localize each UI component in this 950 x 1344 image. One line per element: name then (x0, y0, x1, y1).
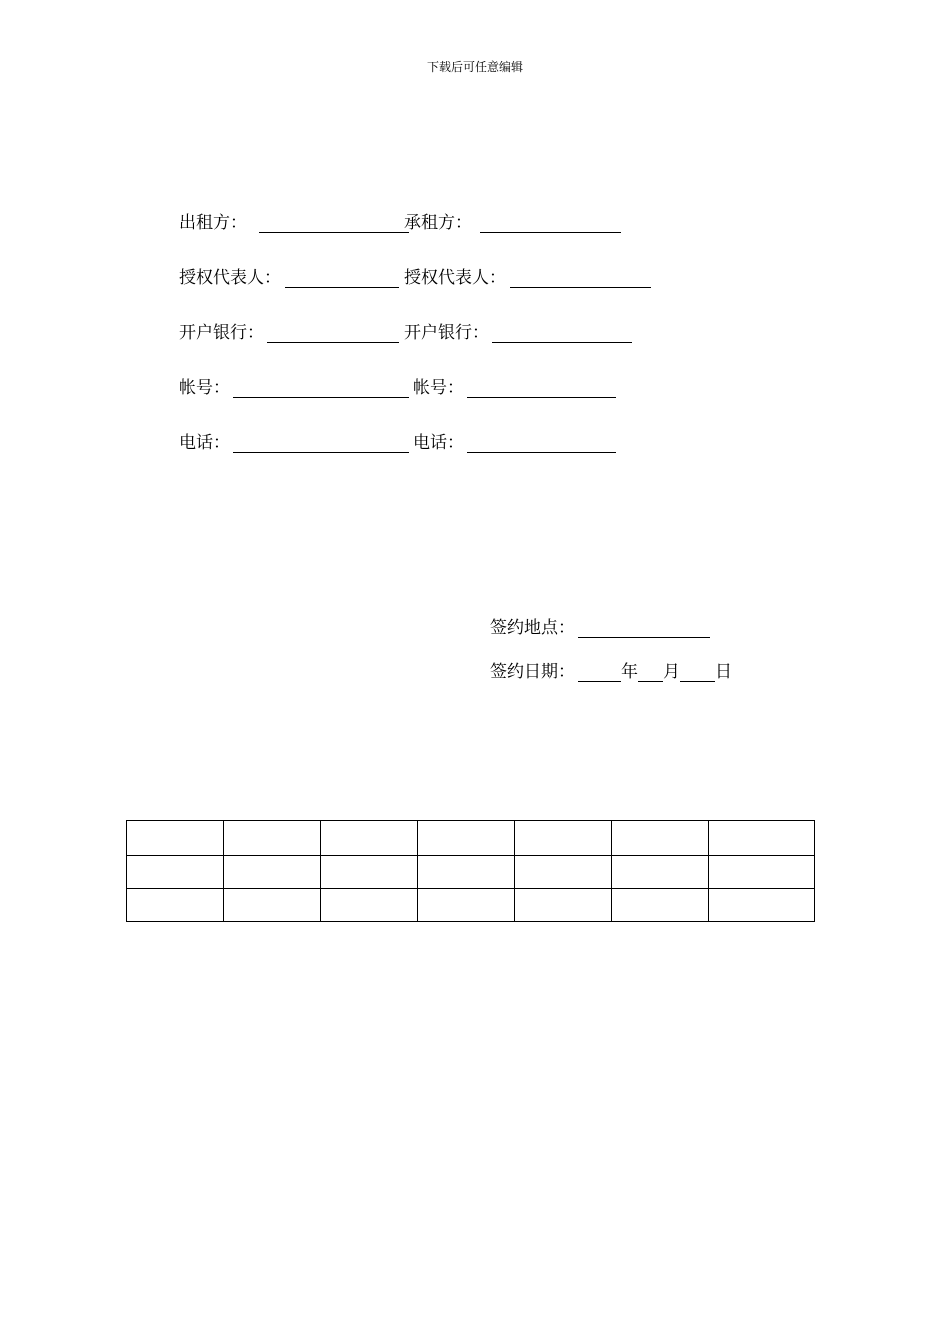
table-cell (321, 889, 418, 922)
table-cell (709, 889, 815, 922)
day-label: 日 (715, 662, 732, 682)
bank-right-blank (492, 322, 632, 343)
table-cell (224, 889, 321, 922)
table-row (127, 821, 815, 856)
table-cell (418, 856, 515, 889)
empty-grid-table (126, 820, 815, 922)
rep-right-field (404, 264, 651, 288)
rep-right-label: 授权代表人： (404, 268, 506, 288)
table-cell (224, 856, 321, 889)
rep-left-blank (285, 267, 399, 288)
table-cell (224, 821, 321, 856)
table-cell (418, 821, 515, 856)
lessee-label: 承租方： (404, 213, 472, 233)
table-cell (612, 889, 709, 922)
table-cell (612, 821, 709, 856)
phone-right-blank (467, 432, 616, 453)
table-cell (127, 889, 224, 922)
table-cell (709, 821, 815, 856)
table-row (127, 856, 815, 889)
bank-right-field (404, 319, 632, 343)
table-cell (127, 856, 224, 889)
table-cell (321, 856, 418, 889)
rep-right-blank (510, 267, 651, 288)
table-cell (515, 821, 612, 856)
phone-right-label: 电话： (413, 433, 464, 453)
day-blank (680, 661, 715, 682)
month-blank (638, 661, 663, 682)
account-left-label: 帐号： (179, 378, 230, 398)
account-left-blank (233, 377, 409, 398)
signing-place-label: 签约地点： (490, 618, 575, 638)
bank-left-field (179, 319, 399, 343)
signing-date-label: 签约日期： (490, 662, 575, 682)
lessor-label: 出租方： (179, 213, 247, 233)
table-cell (127, 821, 224, 856)
rep-left-field (179, 264, 399, 288)
phone-left-field (179, 429, 409, 453)
account-left-field (179, 374, 409, 398)
bank-right-label: 开户银行： (404, 323, 489, 343)
table-cell (515, 856, 612, 889)
table-cell (515, 889, 612, 922)
table-cell (709, 856, 815, 889)
table-row (127, 889, 815, 922)
lessee-blank (480, 212, 621, 233)
account-right-field (413, 374, 616, 398)
table-cell (418, 889, 515, 922)
year-label: 年 (621, 662, 638, 682)
signing-place-field (490, 614, 710, 638)
account-right-label: 帐号： (413, 378, 464, 398)
table-cell (612, 856, 709, 889)
signing-place-blank (578, 617, 710, 638)
lessor-field (179, 209, 409, 233)
lessee-field (404, 209, 621, 233)
signing-date-field (490, 658, 732, 682)
lessor-blank (259, 212, 409, 233)
header-note: 下载后可任意编辑 (426, 60, 523, 74)
year-blank (578, 661, 621, 682)
account-right-blank (467, 377, 616, 398)
phone-left-blank (233, 432, 409, 453)
rep-left-label: 授权代表人： (179, 268, 281, 288)
month-label: 月 (663, 662, 680, 682)
table-cell (321, 821, 418, 856)
bank-left-blank (267, 322, 399, 343)
phone-left-label: 电话： (179, 433, 230, 453)
bank-left-label: 开户银行： (179, 323, 264, 343)
phone-right-field (413, 429, 616, 453)
